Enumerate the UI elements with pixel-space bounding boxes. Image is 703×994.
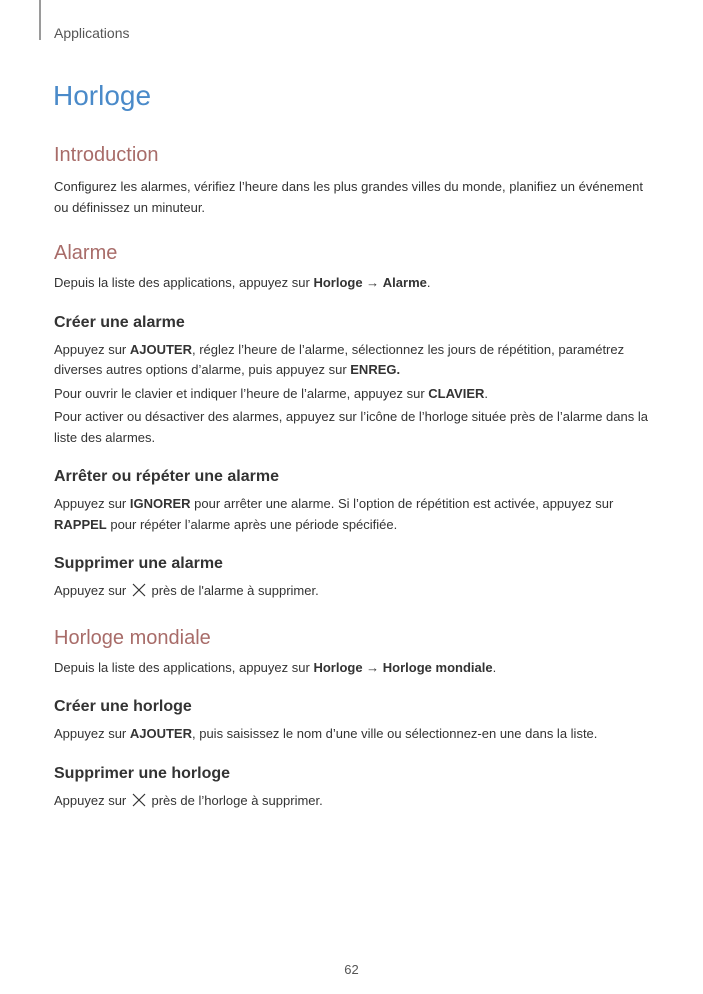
page-title: Horloge <box>53 80 152 111</box>
close-icon <box>132 793 146 807</box>
create-alarm-paragraph-2 <box>54 384 654 405</box>
subheading-create-alarm: Créer une alarme <box>54 313 185 331</box>
section-heading-horloge-mondiale: Horloge mondiale <box>54 626 211 649</box>
close-icon <box>132 583 146 597</box>
mondiale-path-app: Horloge <box>313 659 363 675</box>
section-heading-introduction: Introduction <box>54 144 159 166</box>
stop-alarm-e: pour répéter l’alarme après une période spécifiée. <box>106 516 398 532</box>
subheading-delete-alarm: Supprimer une alarme <box>54 555 223 572</box>
mondiale-path-item: Horloge mondiale <box>382 659 493 675</box>
create-alarm-p2-c: . <box>484 385 489 401</box>
create-alarm-paragraph-1 <box>54 340 654 381</box>
subheading-stop-alarm: Arrêter ou répéter une alarme <box>54 468 279 485</box>
mondiale-path-prefix: Depuis la liste des applications, appuyez sur <box>54 659 314 675</box>
create-alarm-p2-b: CLAVIER <box>428 385 485 401</box>
alarme-path-item: Alarme <box>382 275 427 290</box>
delete-clock-b: près de l’horloge à supprimer. <box>147 792 323 808</box>
create-clock-b: AJOUTER <box>129 726 192 741</box>
alarme-path-arrow: → <box>362 275 383 290</box>
delete-clock-a: Appuyez sur <box>54 792 130 808</box>
subheading-create-clock: Créer une horloge <box>54 698 192 715</box>
header-divider <box>39 0 41 40</box>
stop-alarm-a: Appuyez sur <box>54 496 130 511</box>
delete-clock-paragraph <box>54 791 654 812</box>
alarme-path-prefix: Depuis la liste des applications, appuyez sur <box>54 275 314 290</box>
create-alarm-p2-a: Pour ouvrir le clavier et indiquer l’heure de l’alarme, appuyez sur <box>54 385 429 401</box>
alarme-path-paragraph <box>54 273 654 294</box>
alarme-path-app: Horloge <box>313 275 363 290</box>
mondiale-path-arrow: → <box>362 659 383 675</box>
page-number: 62 <box>344 962 359 977</box>
stop-alarm-paragraph <box>54 494 654 535</box>
stop-alarm-b: IGNORER <box>129 496 191 511</box>
create-alarm-p1-d: ENREG. <box>350 362 401 377</box>
create-clock-a: Appuyez sur <box>54 726 130 741</box>
alarme-path-end: . <box>426 275 431 290</box>
mondiale-path-paragraph <box>54 658 654 679</box>
subheading-delete-clock: Supprimer une horloge <box>54 764 231 782</box>
running-header: Applications <box>54 25 130 41</box>
stop-alarm-c: pour arrêter une alarme. Si l’option de répétition est activée, appuyez sur <box>190 496 614 511</box>
create-clock-c: , puis saisissez le nom d’une ville ou sélectionnez-en une dans la liste. <box>192 726 598 741</box>
section-heading-alarme: Alarme <box>54 242 118 264</box>
create-clock-paragraph <box>54 724 654 745</box>
delete-alarm-paragraph <box>54 581 654 602</box>
stop-alarm-d: RAPPEL <box>54 516 107 532</box>
delete-alarm-a: Appuyez sur <box>54 583 130 598</box>
intro-paragraph: Configurez les alarmes, vérifiez l’heure dans les plus grandes villes du monde, planifiez un événement ou définissez un minuteur. <box>54 179 643 215</box>
create-alarm-p1-c: , réglez l’heure de l’alarme, sélectionnez les jours de répétition, paramétrez diverses autres options d’alarme, puis appuyez sur <box>54 341 625 377</box>
content <box>54 144 654 811</box>
mondiale-path-end: . <box>492 659 497 675</box>
create-alarm-p1-a: Appuyez sur <box>54 341 130 357</box>
create-alarm-p1-b: AJOUTER <box>129 341 192 357</box>
delete-alarm-b: près de l'alarme à supprimer. <box>147 583 319 598</box>
create-alarm-paragraph-3: Pour activer ou désactiver des alarmes, appuyez sur l’icône de l’horloge située près de l’alarme dans la liste des alarmes. <box>54 409 648 445</box>
